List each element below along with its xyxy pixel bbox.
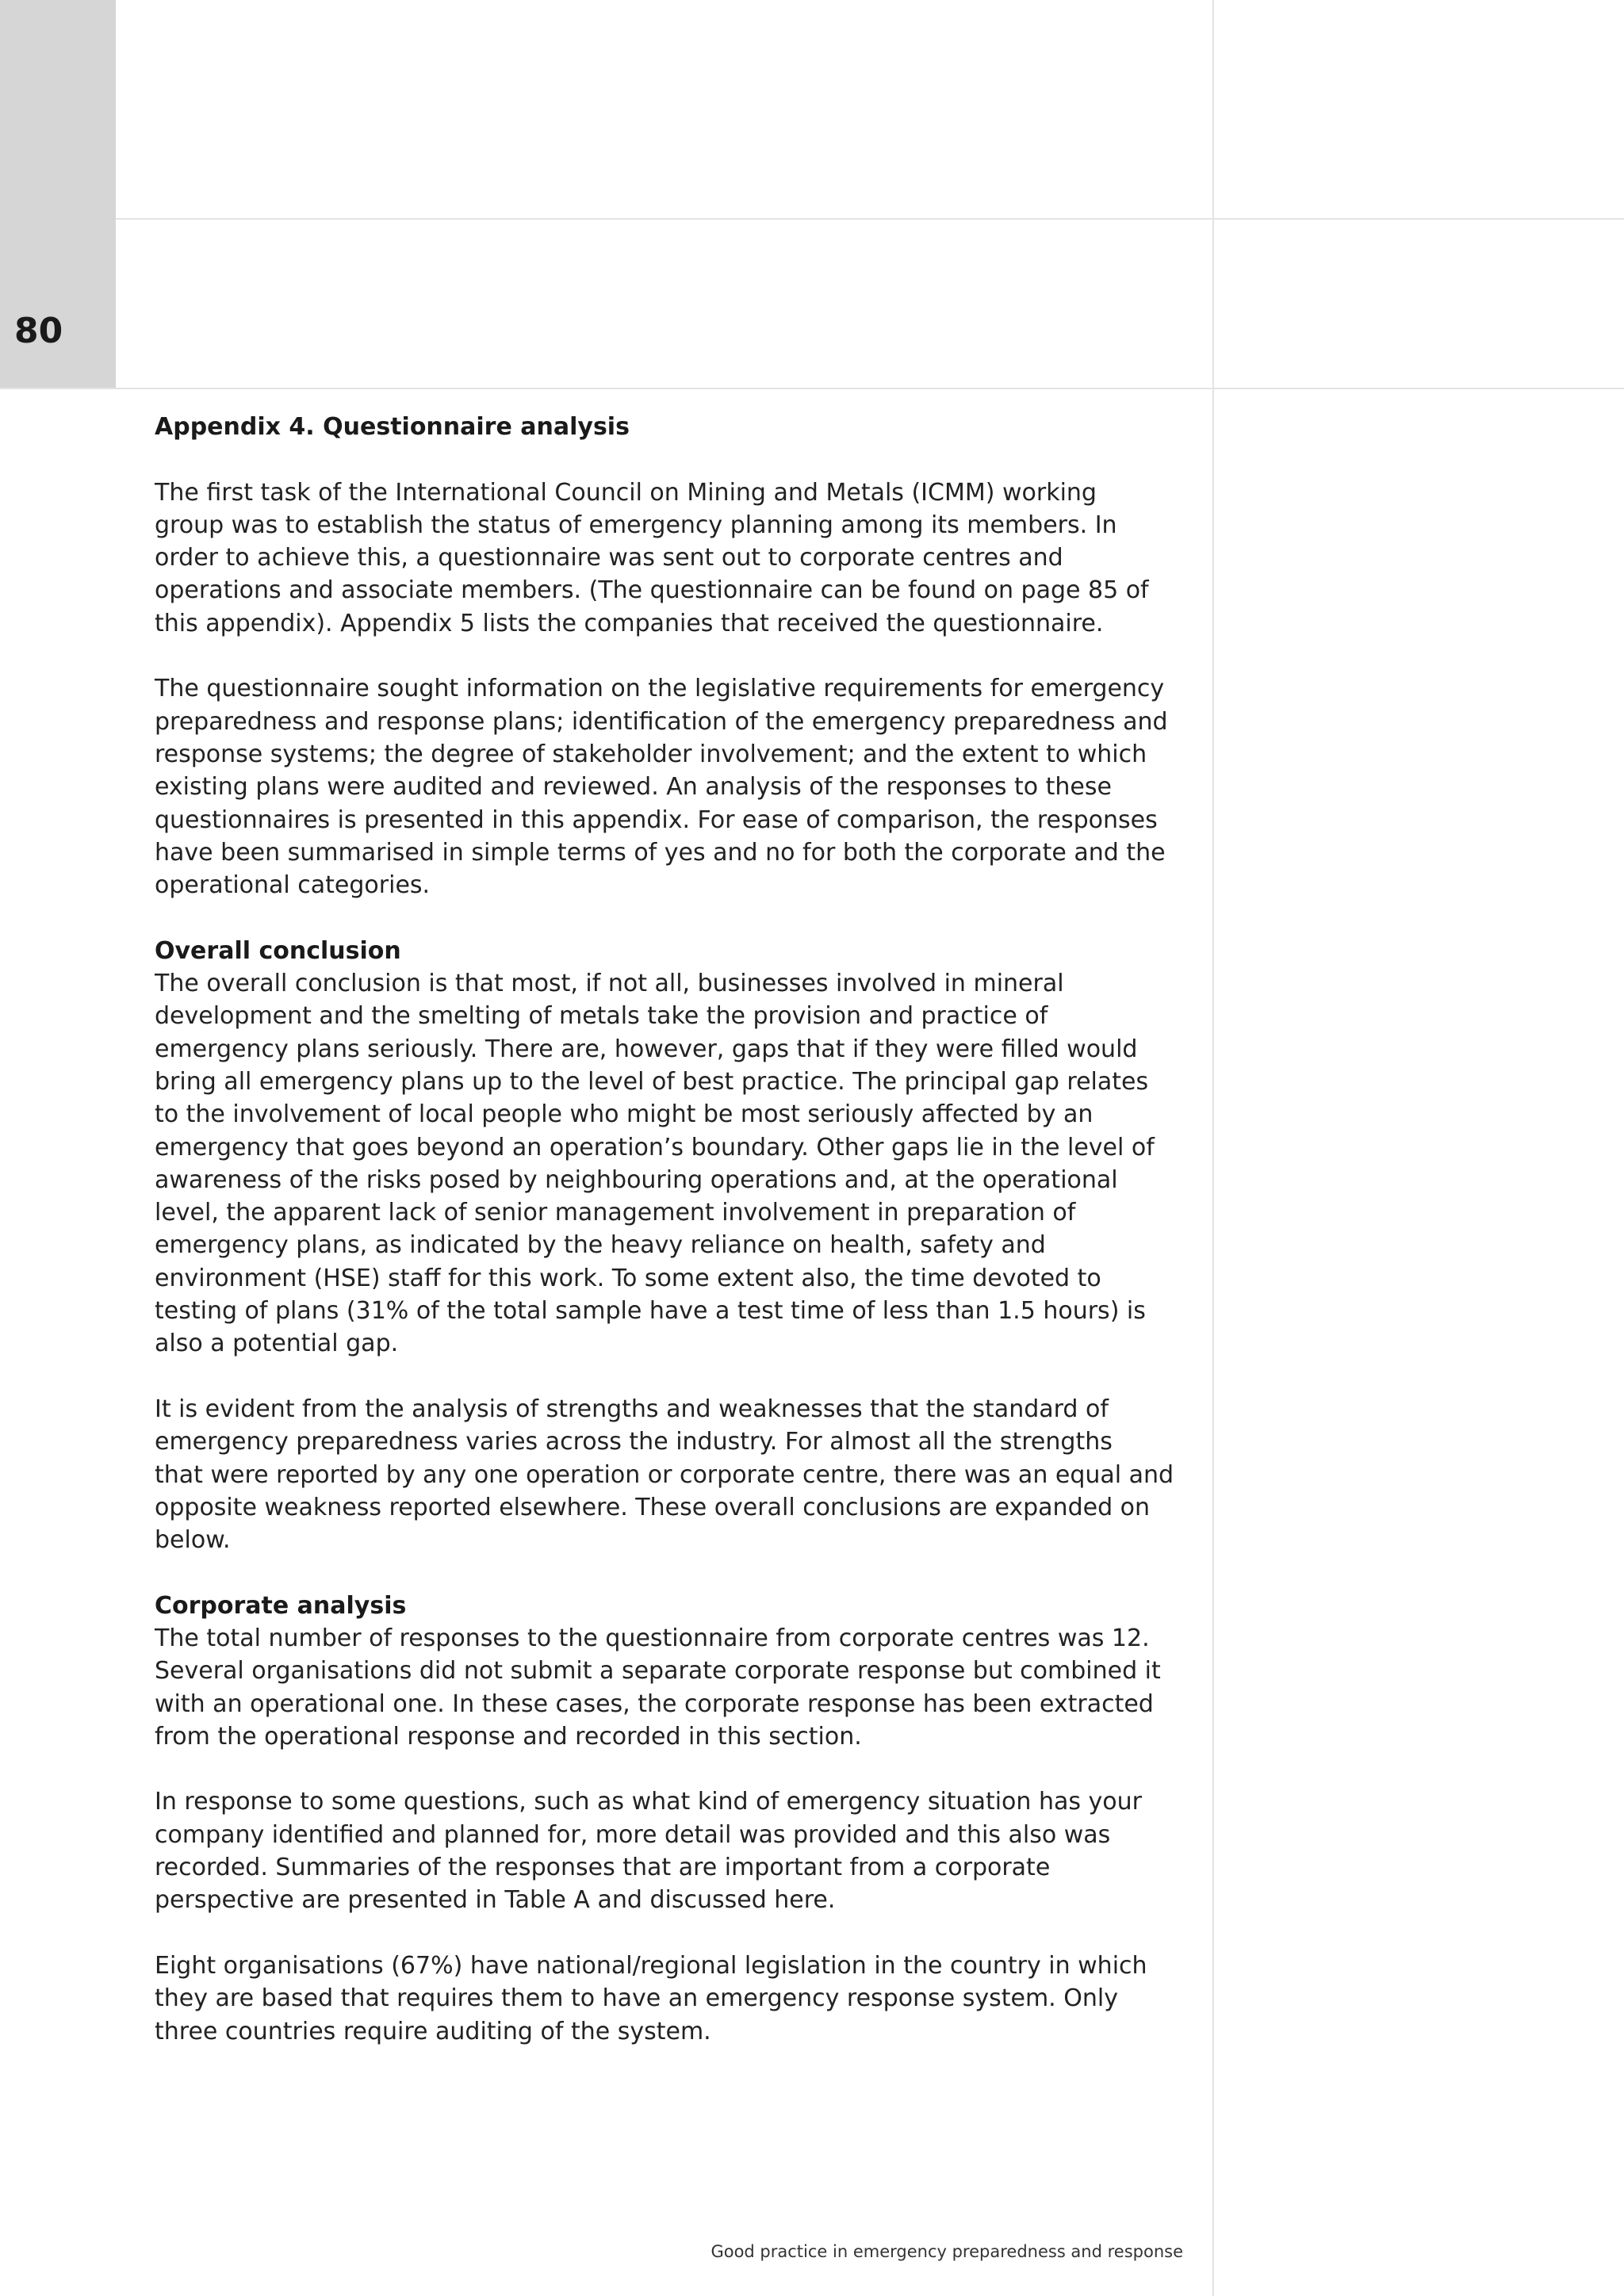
corporate-analysis-paragraph-3: Eight organisations (67%) have national/regional legislation in the country in which they are based that requires them to have an emergency response system. Only three countries require auditing of the system. (155, 1951, 1147, 2045)
intro-paragraph-2: The questionnaire sought information on the legislative requirements for emergency preparedness and response plans; identification of the emergency preparedness and response systems; the degree of stakeholder involvement; and the extent to which existing plans were audited and reviewed. An analysis of the responses to these questionnaires is presented in this appendix. For ease of comparison, the responses have been summarised in simple terms of yes and no for both the corporate and the operational categories. (155, 675, 1168, 900)
corporate-analysis-paragraph-2: In response to some questions, such as what kind of emergency situation has your company identified and planned for, more detail was provided and this also was recorded. Summaries of the responses that are important from a corporate perspective are presented in Table A and discussed here. (155, 1788, 1142, 1915)
overall-conclusion-heading: Overall conclusion (155, 936, 401, 965)
main-content (155, 411, 1185, 2080)
header-divider-top (116, 218, 1624, 220)
corporate-analysis-paragraph-1: The total number of responses to the questionnaire from corporate centres was 12. Several organisations did not submit a separate corporate response but combined it with an operational one. In these cases, the corporate response has been extracted from the operational response and recorded in this section. (155, 1624, 1161, 1751)
page-number: 80 (14, 311, 63, 351)
corporate-analysis-heading: Corporate analysis (155, 1591, 407, 1620)
intro-paragraph-1: The first task of the International Council on Mining and Metals (ICMM) working group was to establish the status of emergency planning among its members. In order to achieve this, a questionnaire was sent out to corporate centres and operations and associate members. (The questionnaire can be found on page 85 of this appendix). Appendix 5 lists the companies that received the questionnaire. (155, 478, 1149, 637)
overall-conclusion-paragraph-2: It is evident from the analysis of strengths and weaknesses that the standard of emergency preparedness varies across the industry. For almost all the strengths that were reported by any one operation or corporate centre, there was an equal and opposite weakness reported elsewhere. These overall conclusions are expanded on below. (155, 1395, 1174, 1555)
appendix-title: Appendix 4. Questionnaire analysis (155, 413, 630, 441)
header-divider-bottom (0, 388, 1624, 389)
overall-conclusion-paragraph-1: The overall conclusion is that most, if not all, businesses involved in mineral development and the smelting of metals take the provision and practice of emergency plans seriously. There are, however, gaps that if they were filled would bring all emergency plans up to the level of best practice. The principal gap relates to the involvement of local people who might be most seriously affected by an emergency that goes beyond an operation’s boundary. Other gaps lie in the level of awareness of the risks posed by neighbouring operations and, at the operational level, the apparent lack of senior management involvement in preparation of emergency plans, as indicated by the heavy reliance on health, safety and environment (HSE) staff for this work. To some extent also, the time devoted to testing of plans (31% of the total sample have a test time of less than 1.5 hours) is also a potential gap. (155, 970, 1155, 1358)
margin-divider (1212, 0, 1214, 2296)
running-footer: Good practice in emergency preparedness and response (710, 2242, 1183, 2261)
